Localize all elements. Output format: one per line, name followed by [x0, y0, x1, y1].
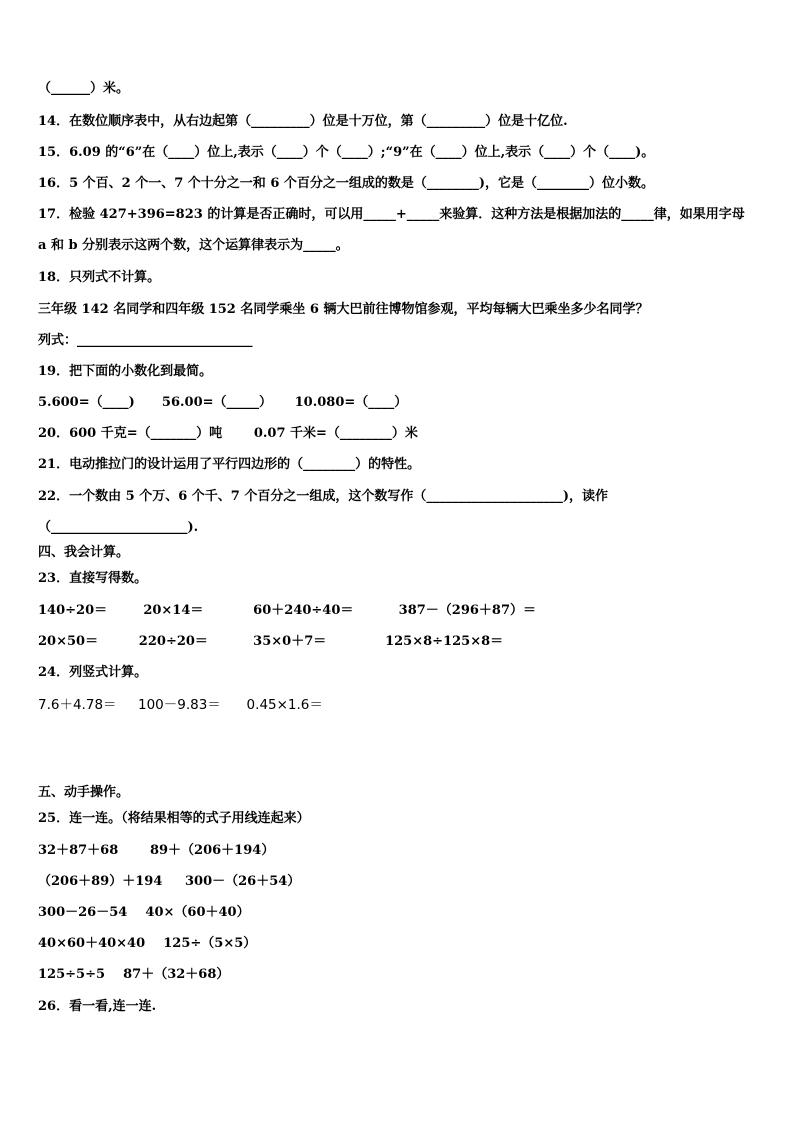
q17-line2: a 和 b 分别表示这两个数，这个运算律表示为_____。	[38, 238, 349, 253]
q23: 23．直接写得数。	[38, 571, 148, 586]
q19: 19．把下面的小数化到最简。	[38, 364, 213, 379]
q23-row1: 140÷20＝ 20×14＝ 60＋240÷40＝ 387－（296＋87）＝	[38, 603, 537, 618]
q18-problem: 三年级 142 名同学和四年级 152 名同学乘坐 6 辆大巴前往博物馆参观，平均每辆大巴乘坐多少名同学？	[38, 302, 649, 317]
q25-row3: 300－26－54 40×（60＋40）	[38, 905, 250, 920]
q26: 26．看一看,连一连.	[38, 999, 157, 1014]
q13-tail: （______）米。	[38, 81, 130, 96]
q24: 24．列竖式计算。	[38, 665, 148, 680]
section-five-title: 五、动手操作。	[38, 785, 130, 800]
q19-items: 5.600=（____) 56.00=（_____） 10.080=（____）	[38, 395, 408, 410]
q15: 15．6.09 的“6”在（____）位上,表示（____）个（____）;“9”在（____）位上,表示（____）个（____)。	[38, 145, 655, 160]
section-four-title: 四、我会计算。	[38, 545, 130, 560]
q22-line1: 22．一个数由 5 个万、6 个千、7 个百分之一组成，这个数写作（_____________________)，读作	[38, 489, 608, 504]
q25-row5: 125÷5÷5 87＋（32＋68）	[38, 967, 230, 982]
q20: 20．600 千克=（_______）吨 0.07 千米=（________）米	[38, 426, 418, 441]
q25: 25．连一连。（将结果相等的式子用线连起来）	[38, 811, 310, 826]
q22-line2: （_____________________).	[38, 520, 199, 535]
q16: 16．5 个百、2 个一、7 个十分之一和 6 个百分之一组成的数是（________)，它是（________）位小数。	[38, 176, 655, 191]
q25-row1: 32＋87＋68 89＋（206＋194）	[38, 843, 275, 858]
q25-row2: （206＋89）＋194 300－（26＋54）	[38, 874, 301, 889]
q18-answer-line: 列式：___________________________	[38, 333, 253, 348]
q24-items: 7.6＋4.78＝ 100－9.83＝ 0.45×1.6＝	[38, 697, 323, 713]
q18: 18．只列式不计算。	[38, 270, 161, 285]
q17-line1: 17．检验 427+396=823 的计算是否正确时，可以用_____+_____来验算．这种方法是根据加法的_____律，如果用字母	[38, 207, 745, 222]
q14: 14．在数位顺序表中，从右边起第（_________）位是十万位，第（_________）位是十亿位.	[38, 114, 568, 129]
q21: 21．电动推拉门的设计运用了平行四边形的（________）的特性。	[38, 457, 421, 472]
q23-row2: 20×50＝ 220÷20＝ 35×0＋7＝ 125×8÷125×8＝	[38, 634, 504, 649]
q25-row4: 40×60＋40×40 125÷（5×5）	[38, 936, 257, 951]
